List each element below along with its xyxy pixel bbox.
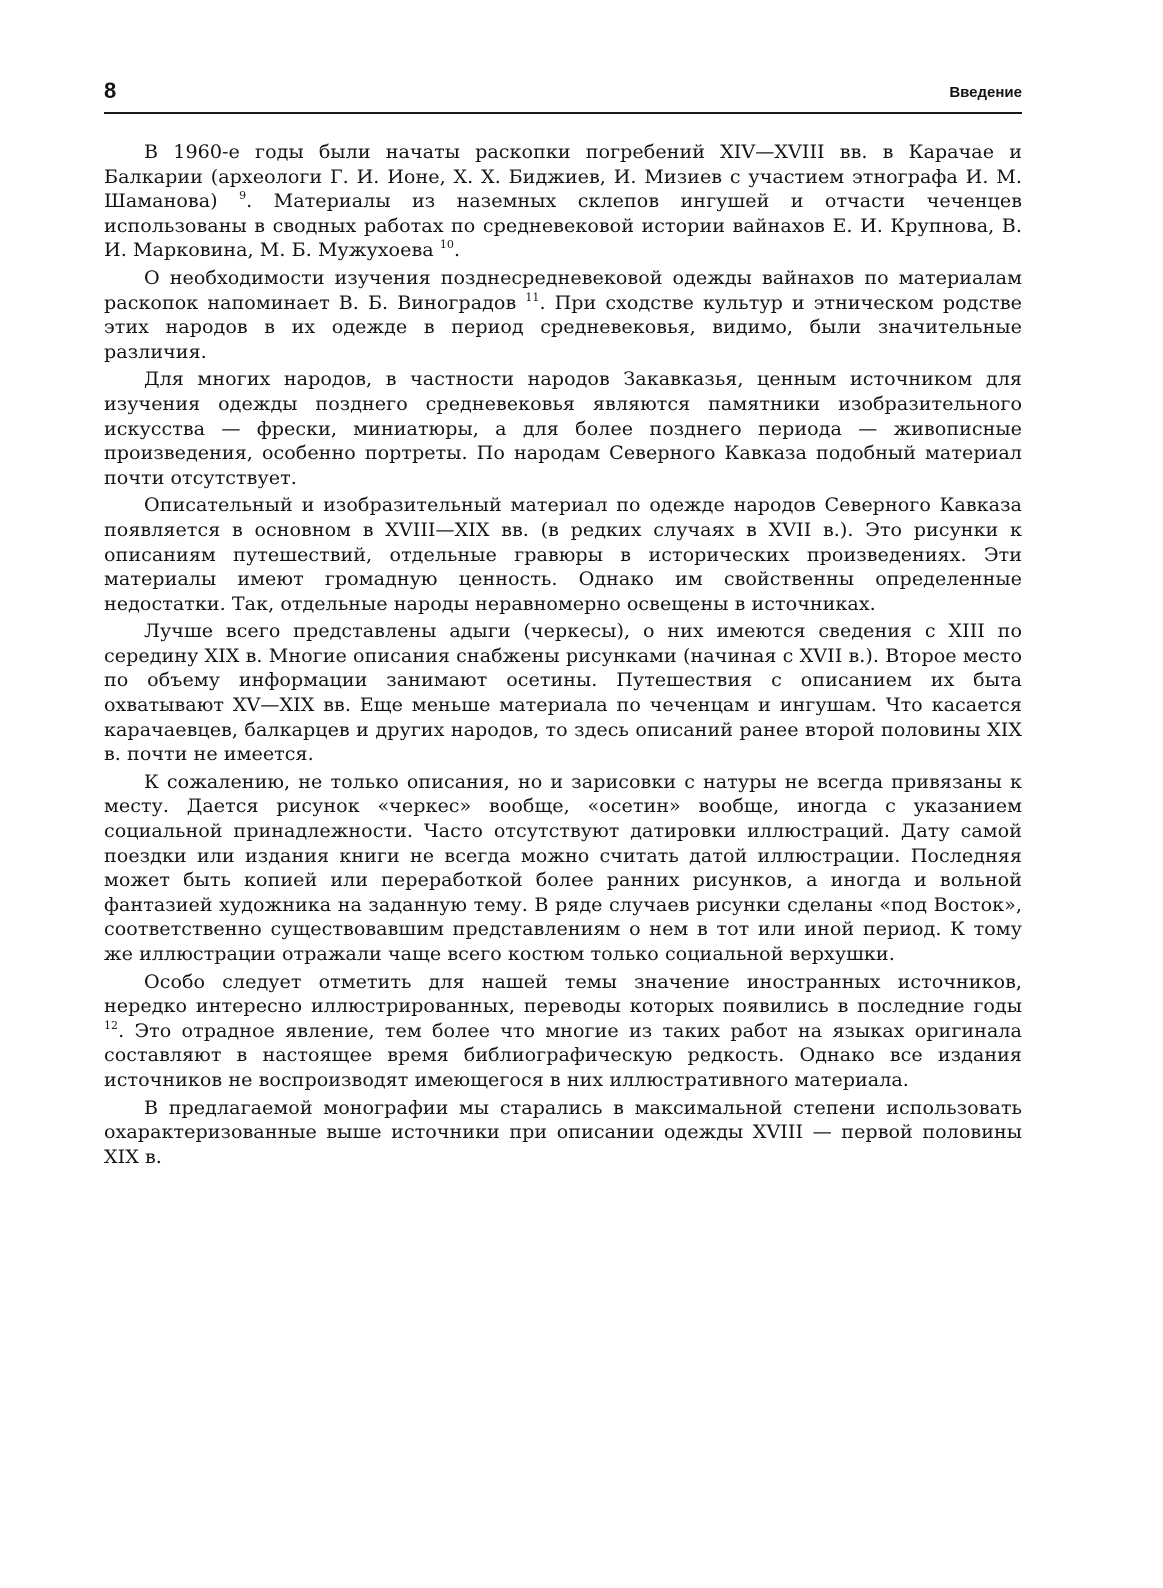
running-head: [104, 78, 1022, 112]
section-title: Введение: [949, 84, 1022, 101]
paragraph: Описательный и изобразительный материал по одежде народов Северного Кавказа появляется в основном в XVIII—XIX вв. (в редких случаях в XVII в.). Это рисунки к описаниям путешествий, отдельные гравюры в исторических произведениях. Эти материалы имеют громадную ценность. Однако им свойственны определенные недостатки. Так, отдельные народы неравномерно освещены в источниках.: [104, 493, 1022, 615]
footnote-ref: 9: [239, 189, 247, 203]
paragraph: Лучше всего представлены адыги (черкесы), о них имеются сведения с XIII по середину XIX в. Многие описания снабжены рисунками (начиная с XVII в.). Второе место по объему информации занимают осетины. Путешествия с описанием их быта охватывают XV—XIX вв. Еще меньше материала по чеченцам и ингушам. Что касается карачаевцев, балкарцев и других народов, то здесь описаний ранее второй половины XIX в. почти не имеется.: [104, 619, 1022, 766]
book-page: [104, 78, 1022, 1172]
page-number: 8: [104, 78, 117, 103]
footnote-ref: 11: [525, 290, 540, 304]
paragraph: В 1960-е годы были начаты раскопки погребений XIV—XVIII вв. в Карачае и Балкарии (археологи Г. И. Ионе, Х. Х. Биджиев, И. Мизиев с участием этнографа И. М. Шаманова) $^9$. Материалы из наземных склепов ингушей и отчасти чеченцев использованы в сводных работах по средневековой истории вайнахов Е. И. Крупнова, В. И. Марковина, М. Б. Мужухоева $^{10}$.: [104, 140, 1023, 262]
paragraph: О необходимости изучения позднесредневековой одежды вайнахов по материалам раскопок напоминает В. Б. Виноградов $^{11}$. При сходстве культур и этническом родстве этих народов в их одежде в период средневековья, видимо, были значительные различия.: [104, 265, 1022, 363]
paragraph: Для многих народов, в частности народов Закавказья, ценным источником для изучения одежды позднего средневековья являются памятники изобразительного искусства — фрески, миниатюры, а для более позднего периода — живописные произведения, особенно портреты. По народам Северного Кавказа подобный материал почти отсутствует.: [104, 367, 1022, 489]
footnote-ref: 10: [439, 238, 454, 252]
body-text: [104, 140, 1022, 1169]
paragraph: Особо следует отметить для нашей темы значение иностранных источников, нередко интересно иллюстрированных, переводы которых появились в последние годы $^{12}$. Это отрадное явление, тем более что многие из таких работ на языках оригинала составляют в настоящее время библиографическую редкость. Однако все издания источников не воспроизводят имеющегося в них иллюстративного материала.: [104, 969, 1022, 1091]
header-rule: [104, 112, 1022, 114]
paragraph: К сожалению, не только описания, но и зарисовки с натуры не всегда привязаны к месту. Дается рисунок «черкес» вообще, «осетин» вообще, иногда с указанием социальной принадлежности. Часто отсутствуют датировки иллюстраций. Дату самой поездки или издания книги не всегда можно считать датой иллюстрации. Последняя может быть копией или переработкой более ранних рисунков, а иногда и вольной фантазией художника на заданную тему. В ряде случаев рисунки сделаны «под Восток», соответственно существовавшим представлениям о нем в тот или иной период. К тому же иллюстрации отражали чаще всего костюм только социальной верхушки.: [104, 769, 1022, 965]
footnote-ref: 12: [104, 1018, 119, 1032]
paragraph: В предлагаемой монографии мы старались в максимальной степени использовать охарактеризованные выше источники при описании одежды XVIII — первой половины XIX в.: [104, 1095, 1022, 1168]
